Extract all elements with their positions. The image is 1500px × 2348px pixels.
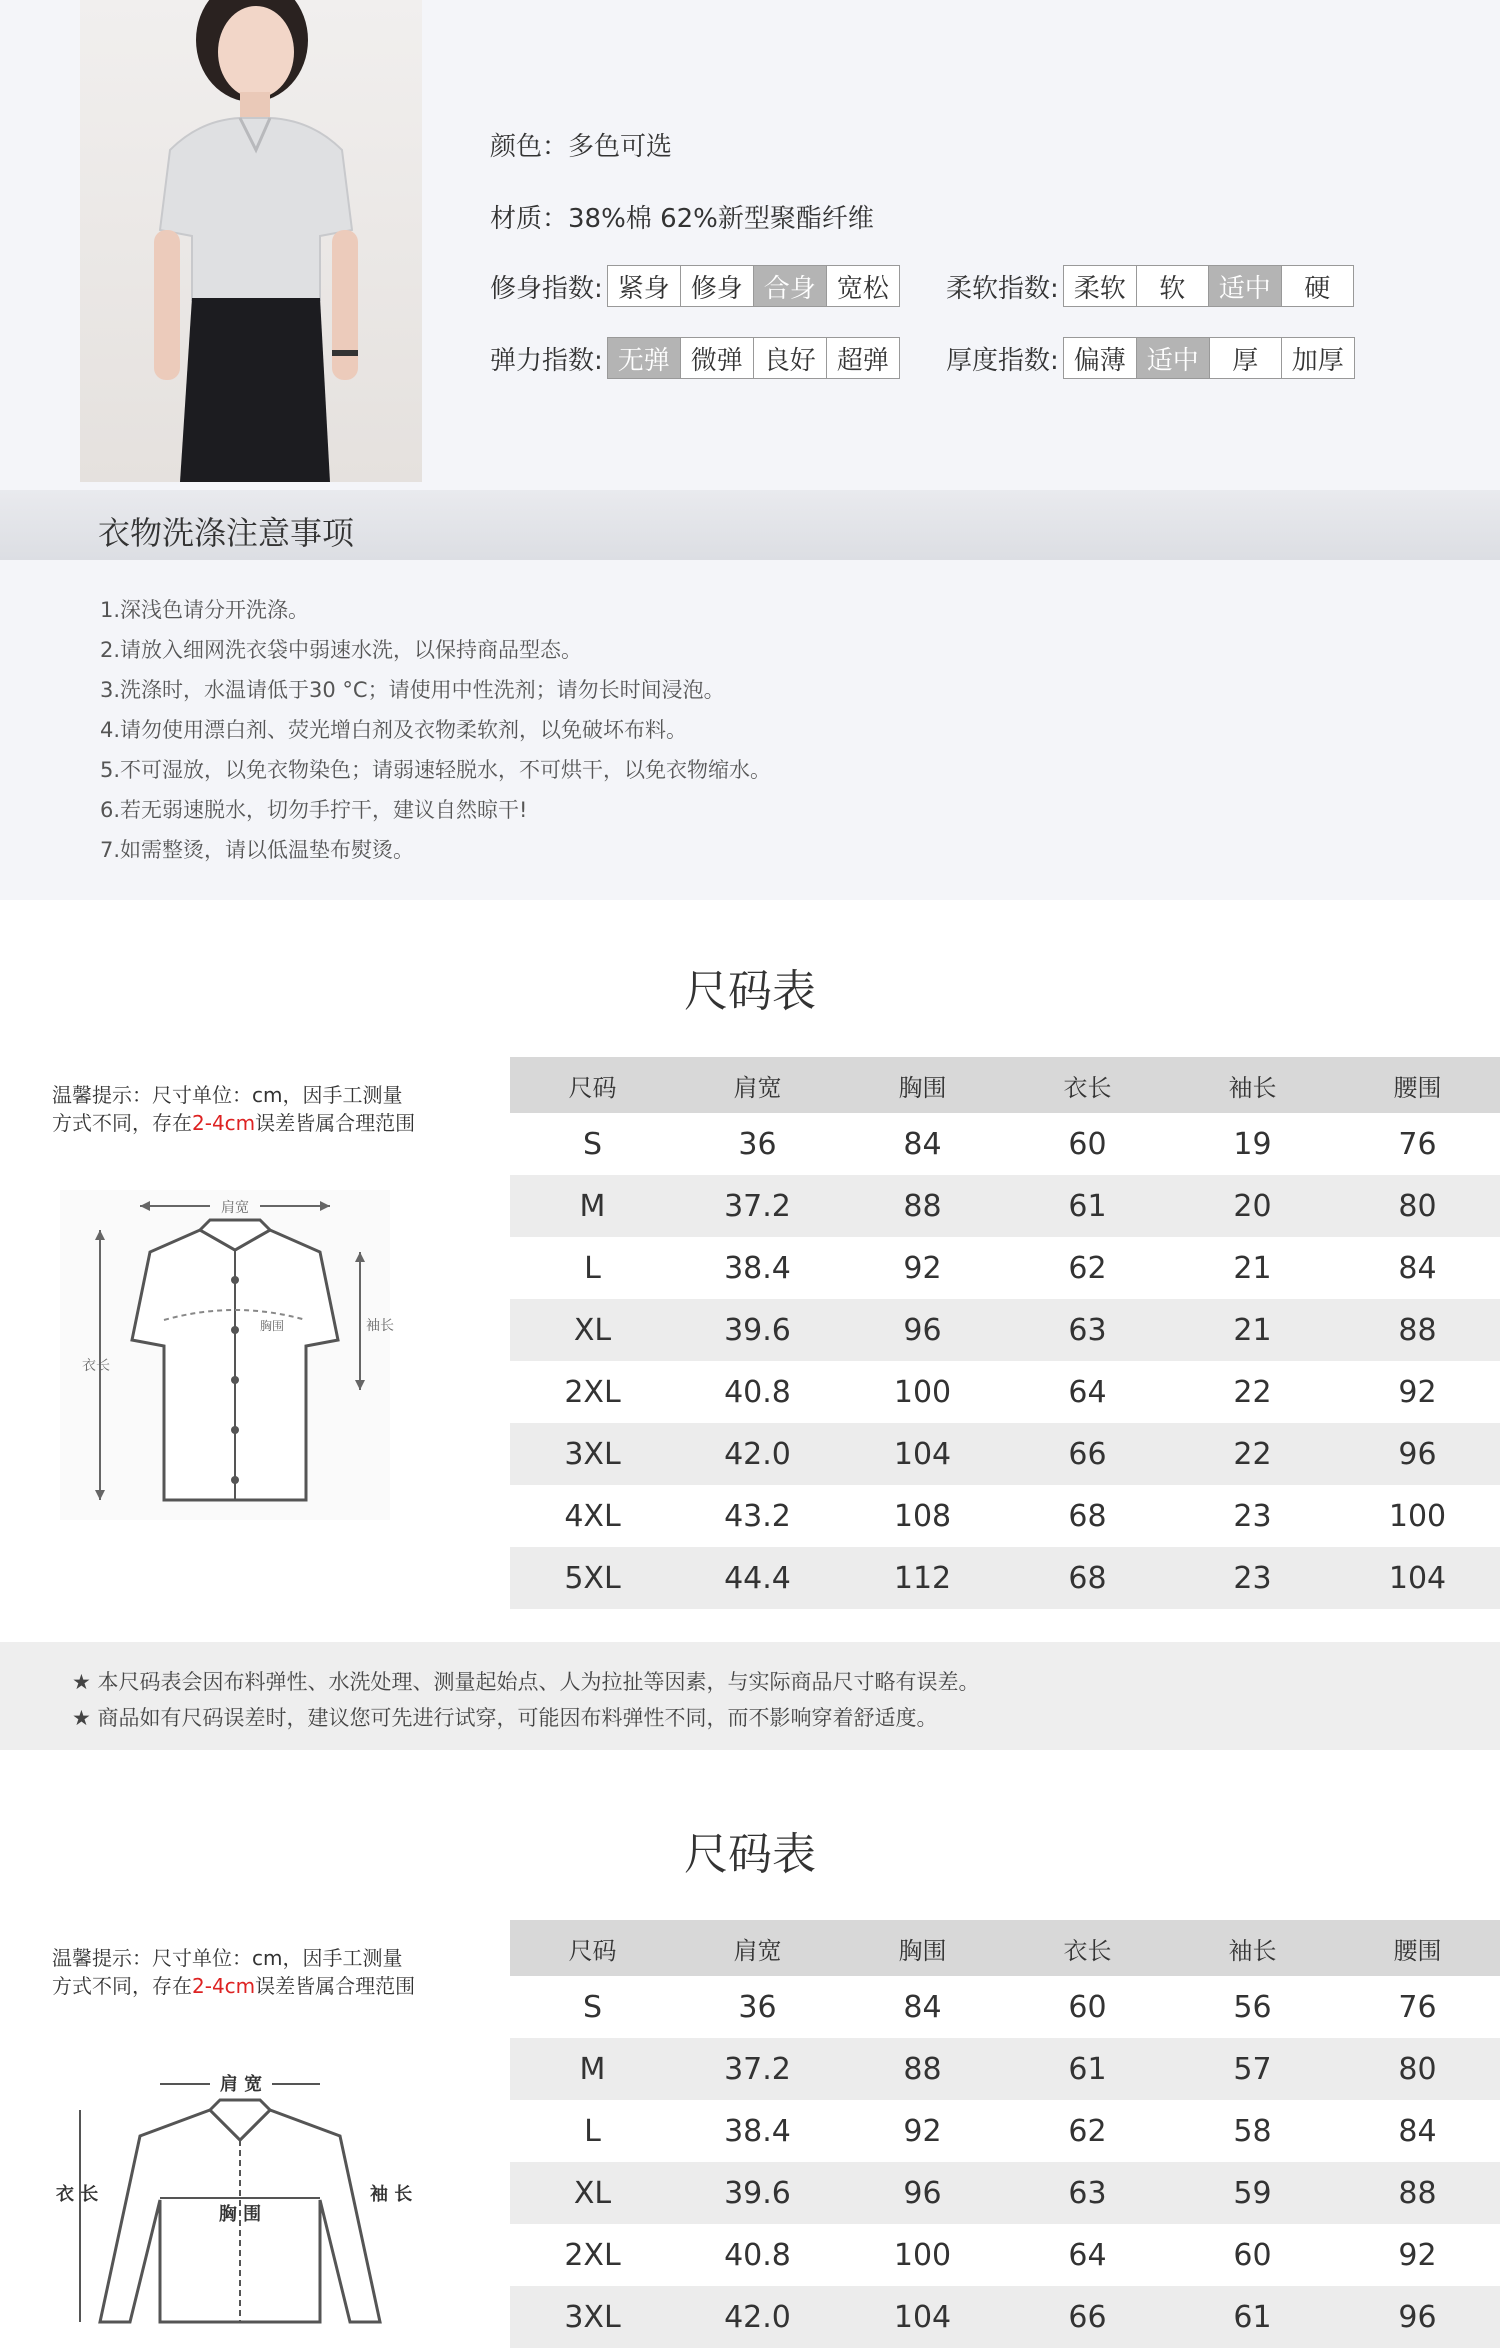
chest-cell: 108 [893,1498,952,1534]
sleeve-cell: 59 [1233,2175,1272,2211]
care-title: 衣物洗涤注意事项 [98,514,355,552]
table-row [510,2100,1500,2162]
size-cell: 3XL [564,1436,621,1472]
size-cell: S [582,1989,603,2025]
hint-tolerance: 2-4cm [192,1974,256,1998]
softness-scale [946,264,1354,308]
table-row [510,1175,1500,1237]
fit-scale [490,264,900,308]
length-cell: 62 [1068,1250,1107,1286]
care-item: 6.若无弱速脱水，切勿手拧干，建议自然晾干! [100,798,528,822]
sleeve-cell: 21 [1233,1312,1272,1348]
header-cell: 尺码 [568,1073,617,1102]
hint-line-2 [52,1972,452,2000]
size-table-2 [510,1920,1500,2348]
table-row [510,1423,1500,1485]
chest-cell: 96 [903,1312,942,1348]
size-cell: XL [573,2175,612,2211]
shoulder-cell: 38.4 [724,1250,791,1286]
fit-option: 紧身 [608,266,680,306]
chest-cell: 88 [903,2051,942,2087]
sleeve-cell: 58 [1233,2113,1272,2149]
chest-cell: 84 [903,1126,942,1162]
care-item: 1.深浅色请分开洗涤。 [100,598,310,622]
sleeve-cell: 20 [1233,1188,1272,1224]
sleeve-label: 袖 长 [370,2184,413,2205]
shoulder-cell: 37.2 [724,2051,791,2087]
waist-cell: 104 [1388,1560,1447,1596]
length-label: 衣 长 [56,2184,99,2205]
waist-cell: 76 [1398,1126,1437,1162]
size-cell: S [582,1126,603,1162]
softness-options [1063,265,1354,307]
short-sleeve-shirt-diagram [60,1190,394,1520]
thickness-option: 加厚 [1281,338,1354,378]
color-label: 颜色： [490,131,569,162]
header-cell: 胸围 [898,1073,947,1102]
length-cell: 60 [1068,1126,1107,1162]
sleeve-cell: 21 [1233,1250,1272,1286]
length-cell: 66 [1068,2299,1107,2335]
thickness-option-selected: 适中 [1136,338,1209,378]
sleeve-label: 袖长 [366,1318,394,1334]
size-cell: M [579,1188,606,1224]
header-cell: 胸围 [898,1936,947,1965]
length-cell: 64 [1068,2237,1107,2273]
sleeve-cell: 60 [1233,2237,1272,2273]
chest-cell: 88 [903,1188,942,1224]
table-row [510,1113,1500,1175]
fit-option: 宽松 [826,266,899,306]
thickness-scale [946,336,1355,380]
size-note: ★ 本尺码表会因布料弹性、水洗处理、测量起始点、人为拉扯等因素，与实际商品尺寸略有误差。 [72,1670,980,1694]
length-cell: 62 [1068,2113,1107,2149]
measurement-hint [52,1081,452,1137]
sleeve-cell: 23 [1233,1498,1272,1534]
size-chart-2 [0,1818,1500,2335]
size-chart-title: 尺码表 [684,1829,816,1880]
chest-cell: 92 [903,2113,942,2149]
table-row [510,1485,1500,1547]
size-cell: 5XL [564,1560,621,1596]
shoulder-cell: 37.2 [724,1188,791,1224]
fit-option: 修身 [680,266,753,306]
chest-label: 胸围 [260,1319,285,1333]
fit-options [607,265,900,307]
fit-option-selected: 合身 [753,266,826,306]
chest-cell: 112 [893,1560,952,1596]
shoulder-cell: 40.8 [724,2237,791,2273]
hint-line-1: 温馨提示：尺寸单位：cm，因手工测量 [52,1083,403,1107]
hint-tolerance: 2-4cm [192,1111,256,1135]
softness-option-selected: 适中 [1208,266,1281,306]
header-cell: 腰围 [1393,1073,1442,1102]
table-header-row [510,1057,1500,1113]
length-cell: 68 [1068,1560,1107,1596]
chest-cell: 92 [903,1250,942,1286]
material-value: 38%棉 62%新型聚酯纤维 [568,203,874,234]
size-cell: XL [573,1312,612,1348]
length-cell: 61 [1068,1188,1107,1224]
elasticity-option-selected: 无弹 [608,338,680,378]
shoulder-cell: 42.0 [724,2299,791,2335]
care-list [100,590,771,870]
waist-cell: 88 [1398,2175,1437,2211]
care-item: 4.请勿使用漂白剂、荧光增白剂及衣物柔软剂，以免破坏布料。 [100,718,688,742]
softness-option: 柔软 [1064,266,1136,306]
shoulder-cell: 38.4 [724,2113,791,2149]
size-cell: 2XL [564,2237,621,2273]
sleeve-cell: 56 [1233,1989,1272,2025]
hint-text: 误差皆属合理范围 [255,1974,416,1998]
sleeve-cell: 57 [1233,2051,1272,2087]
shoulder-label: 肩 宽 [219,2074,263,2095]
length-label: 衣长 [82,1358,110,1374]
length-cell: 68 [1068,1498,1107,1534]
elasticity-option: 良好 [753,338,826,378]
elasticity-scale [490,336,900,380]
table-row [510,1976,1500,2038]
fit-label: 修身指数: [490,273,603,304]
product-info-section [0,0,1500,490]
thickness-option: 厚 [1209,338,1281,378]
sleeve-cell: 22 [1233,1374,1272,1410]
table-row [510,2162,1500,2224]
softness-label: 柔软指数: [946,273,1059,304]
chest-cell: 104 [893,1436,952,1472]
waist-cell: 92 [1398,1374,1437,1410]
size-cell: 4XL [564,1498,621,1534]
table-row [510,1237,1500,1299]
elasticity-option: 微弹 [680,338,753,378]
model-photo [80,0,422,482]
care-item: 7.如需整烫，请以低温垫布熨烫。 [100,838,415,862]
header-cell: 袖长 [1228,1936,1277,1965]
hint-text: 误差皆属合理范围 [255,1111,416,1135]
table-row [510,1361,1500,1423]
size-cell: 2XL [564,1374,621,1410]
waist-cell: 76 [1398,1989,1437,2025]
care-item: 5.不可湿放，以免衣物染色；请弱速轻脱水，不可烘干，以免衣物缩水。 [100,758,772,782]
material-label: 材质： [490,203,569,234]
shoulder-cell: 42.0 [724,1436,791,1472]
header-cell: 肩宽 [733,1073,782,1102]
header-cell: 衣长 [1063,1936,1112,1965]
chest-label: 胸 围 [218,2204,262,2225]
hint-text: 方式不同，存在 [52,1974,192,1998]
color-value: 多色可选 [568,131,673,162]
header-cell: 腰围 [1393,1936,1442,1965]
chest-cell: 104 [893,2299,952,2335]
shoulder-cell: 36 [738,1126,777,1162]
shoulder-cell: 39.6 [724,2175,791,2211]
length-cell: 61 [1068,2051,1107,2087]
material-row [490,196,874,236]
length-cell: 66 [1068,1436,1107,1472]
care-item: 3.洗涤时，水温请低于30 °C；请使用中性洗剂；请勿长时间浸泡。 [100,678,725,702]
header-cell: 衣长 [1063,1073,1112,1102]
shoulder-cell: 44.4 [724,1560,791,1596]
length-cell: 63 [1068,1312,1107,1348]
shoulder-label: 肩宽 [221,1200,249,1216]
softness-option: 软 [1136,266,1208,306]
table-row [510,1299,1500,1361]
chest-cell: 84 [903,1989,942,2025]
elasticity-label: 弹力指数: [490,345,603,376]
length-cell: 60 [1068,1989,1107,2025]
size-note: ★ 商品如有尺码误差时，建议您可先进行试穿，可能因布料弹性不同，而不影响穿着舒适度。 [72,1706,938,1730]
shoulder-cell: 36 [738,1989,777,2025]
sleeve-cell: 61 [1233,2299,1272,2335]
size-chart-title: 尺码表 [684,966,816,1017]
size-table-1 [510,1057,1500,1609]
header-cell: 尺码 [568,1936,617,1965]
sleeve-cell: 23 [1233,1560,1272,1596]
chest-cell: 96 [903,2175,942,2211]
model-illustration [80,0,422,482]
length-cell: 63 [1068,2175,1107,2211]
shoulder-cell: 39.6 [724,1312,791,1348]
thickness-option: 偏薄 [1064,338,1136,378]
care-header [0,490,1500,560]
table-header-row [510,1920,1500,1976]
hint-text: 方式不同，存在 [52,1111,192,1135]
waist-cell: 88 [1398,1312,1437,1348]
chest-cell: 100 [893,1374,952,1410]
shoulder-cell: 40.8 [724,1374,791,1410]
hint-line-2 [52,1109,452,1137]
waist-cell: 96 [1398,1436,1437,1472]
size-cell: M [579,2051,606,2087]
table-row [510,2038,1500,2100]
waist-cell: 92 [1398,2237,1437,2273]
size-cell: 3XL [564,2299,621,2335]
thickness-label: 厚度指数: [946,345,1059,376]
elasticity-option: 超弹 [826,338,899,378]
table-row [510,2224,1500,2286]
header-cell: 肩宽 [733,1936,782,1965]
sleeve-cell: 22 [1233,1436,1272,1472]
hint-line-1: 温馨提示：尺寸单位：cm，因手工测量 [52,1946,403,1970]
table-row [510,2286,1500,2348]
length-cell: 64 [1068,1374,1107,1410]
thickness-options [1063,337,1355,379]
waist-cell: 80 [1398,2051,1437,2087]
waist-cell: 84 [1398,2113,1437,2149]
waist-cell: 80 [1398,1188,1437,1224]
waist-cell: 100 [1388,1498,1447,1534]
table-row [510,1547,1500,1609]
measurement-hint [52,1944,452,2000]
softness-option: 硬 [1281,266,1353,306]
elasticity-options [607,337,900,379]
size-notes [0,1642,1500,1750]
header-cell: 袖长 [1228,1073,1277,1102]
color-row [490,124,672,164]
waist-cell: 96 [1398,2299,1437,2335]
care-item: 2.请放入细网洗衣袋中弱速水洗，以保持商品型态。 [100,638,583,662]
waist-cell: 84 [1398,1250,1437,1286]
size-cell: L [584,2113,601,2149]
chest-cell: 100 [893,2237,952,2273]
size-cell: L [584,1250,601,1286]
size-chart-1 [0,955,1500,1755]
shoulder-cell: 43.2 [724,1498,791,1534]
care-section [0,560,1500,900]
sleeve-cell: 19 [1233,1126,1272,1162]
long-sleeve-shirt-diagram [50,2060,450,2322]
